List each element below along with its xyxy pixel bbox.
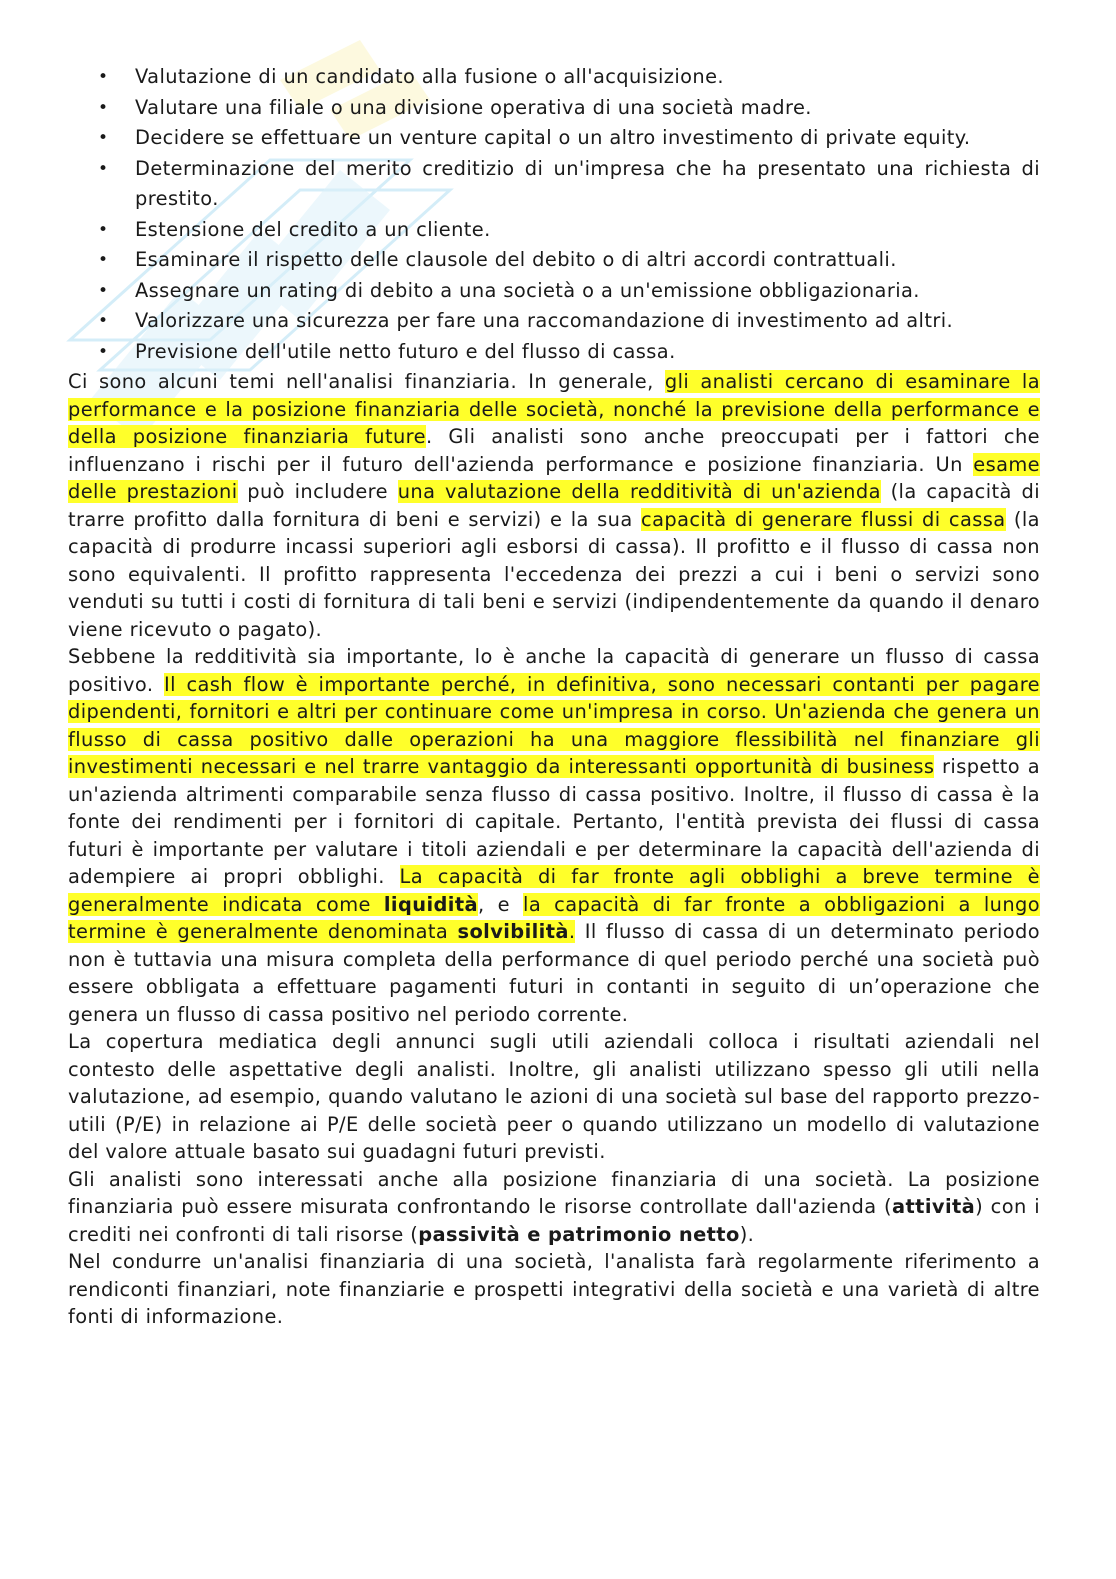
list-item: • Esaminare il rispetto delle clausole del debito o di altri accordi contrattuali.	[68, 245, 1040, 276]
highlight: gli analisti cercano di esaminare la performance e la posizione finanziaria delle società, nonché la previsione della performance e della posizione finanziaria future	[68, 370, 1040, 448]
highlight: esame delle prestazioni	[68, 452, 1040, 503]
highlight: una valutazione della redditività di un'azienda	[397, 480, 881, 503]
bold-term-liquidity: liquidità	[383, 892, 478, 916]
highlight: la capacità di far fronte a obbligazioni a lungo termine è generalmente denominata solvibilità.	[68, 892, 1040, 943]
list-item: • Previsione dell'utile netto futuro e del flusso di cassa.	[68, 337, 1040, 368]
paragraph-sources: Nel condurre un'analisi finanziaria di una società, l'analista farà regolarmente riferimento a rendiconti finanziari, note finanziarie e prospetti integrativi della società e una varietà di altre fonti di informazione.	[68, 1250, 1040, 1328]
list-item: • Decidere se effettuare un venture capital o un altro investimento di private equity.	[68, 123, 1040, 154]
highlight: capacità di generare flussi di cassa	[641, 507, 1006, 531]
list-item: • Valutazione di un candidato alla fusione o all'acquisizione.	[68, 62, 1040, 93]
list-item: • Determinazione del merito creditizio di un'impresa che ha presentato una richiesta di prestito.	[68, 154, 1040, 215]
paragraph-financial-analysis-themes: Ci sono alcuni temi nell'analisi finanziaria. In generale, gli analisti cercano di esaminare la performance e la posizione finanziaria delle società, nonché la previsione della performance e della posizione finanziaria future. Gli analisti sono anche preoccupati per i fattori che influenzano i rischi per il futuro dell'azienda performance e posizione finanziaria. Un esame delle prestazioni può includere una valutazione della redditività di un'azienda (la capacità di trarre profitto dalla fornitura di beni e servizi) e la sua capacità di generare flussi di cassa (la capacità di produrre incassi superiori agli esborsi di cassa). Il profitto e il flusso di cassa non sono equivalenti. Il profitto rappresenta l'eccedenza dei prezzi a cui i beni o servizi sono venduti su tutti i costi di fornitura di tali beni e servizi (indipendentemente da quando il denaro viene ricevuto o pagato).	[68, 370, 1040, 641]
document-page	[68, 62, 1040, 1331]
bold-term-liabilities-equity: passività e patrimonio netto	[418, 1222, 740, 1246]
highlight: La capacità di far fronte agli obblighi a breve termine è generalmente indicata come liquidità	[68, 865, 1040, 916]
bold-term-solvency: solvibilità	[457, 920, 569, 943]
list-item: • Valorizzare una sicurezza per fare una raccomandazione di investimento ad altri.	[68, 306, 1040, 337]
paragraph-cash-flow: Sebbene la redditività sia importante, lo è anche la capacità di generare un flusso di cassa positivo. Il cash flow è importante perché, in definitiva, sono necessari contanti per pagare dipendenti, fornitori e altri per continuare come un'impresa in corso. Un'azienda che genera un flusso di cassa positivo dalle operazioni ha una maggiore flessibilità nel finanziare gli investimenti necessari e nel trarre vantaggio da interessanti opportunità di business rispetto a un'azienda altrimenti comparabile senza flusso di cassa positivo. Inoltre, il flusso di cassa è la fonte dei rendimenti per i fornitori di capitale. Pertanto, l'entità prevista dei flussi di cassa futuri è importante per valutare i titoli aziendali e per determinare la capacità dell'azienda di adempiere ai propri obblighi. La capacità di far fronte agli obblighi a breve termine è generalmente indicata come liquidità, e la capacità di far fronte a obbligazioni a lungo termine è generalmente denominata solvibilità. Il flusso di cassa di un determinato periodo non è tuttavia una misura completa della performance di quel periodo perché una società può essere obbligata a effettuare pagamenti futuri in contanti in seguito di un’operazione che genera un flusso di cassa positivo nel periodo corrente.	[68, 645, 1040, 1026]
paragraph-financial-position: Gli analisti sono interessati anche alla posizione finanziaria di una società. La posizione finanziaria può essere misurata confrontando le risorse controllate dall'azienda (attività) con i crediti nei confronti di tali risorse (passività e patrimonio netto).	[68, 1167, 1040, 1246]
list-item: • Estensione del credito a un cliente.	[68, 215, 1040, 246]
list-item: • Assegnare un rating di debito a una società o a un'emissione obbligazionaria.	[68, 276, 1040, 307]
paragraph-earnings-coverage: La copertura mediatica degli annunci sugli utili aziendali colloca i risultati aziendali nel contesto delle aspettative degli analisti. Inoltre, gli analisti utilizzano spesso gli utili nella valutazione, ad esempio, quando valutano le azioni di una società sul base del rapporto prezzo-utili (P/E) in relazione ai P/E delle società peer o quando utilizzano un modello di valutazione del valore attuale basato sui guadagni futuri previsti.	[68, 1030, 1040, 1163]
list-item: • Valutare una filiale o una divisione operativa di una società madre.	[68, 93, 1040, 124]
highlight: Il cash flow è importante perché, in definitiva, sono necessari contanti per pagare dipendenti, fornitori e altri per continuare come un'impresa in corso. Un'azienda che genera un flusso di cassa positivo dalle operazioni ha una maggiore flessibilità nel finanziare gli investimenti necessari e nel trarre vantaggio da interessanti opportunità di business	[68, 672, 1040, 778]
bullet-list	[68, 62, 1040, 367]
bold-term-assets: attività	[892, 1195, 976, 1218]
